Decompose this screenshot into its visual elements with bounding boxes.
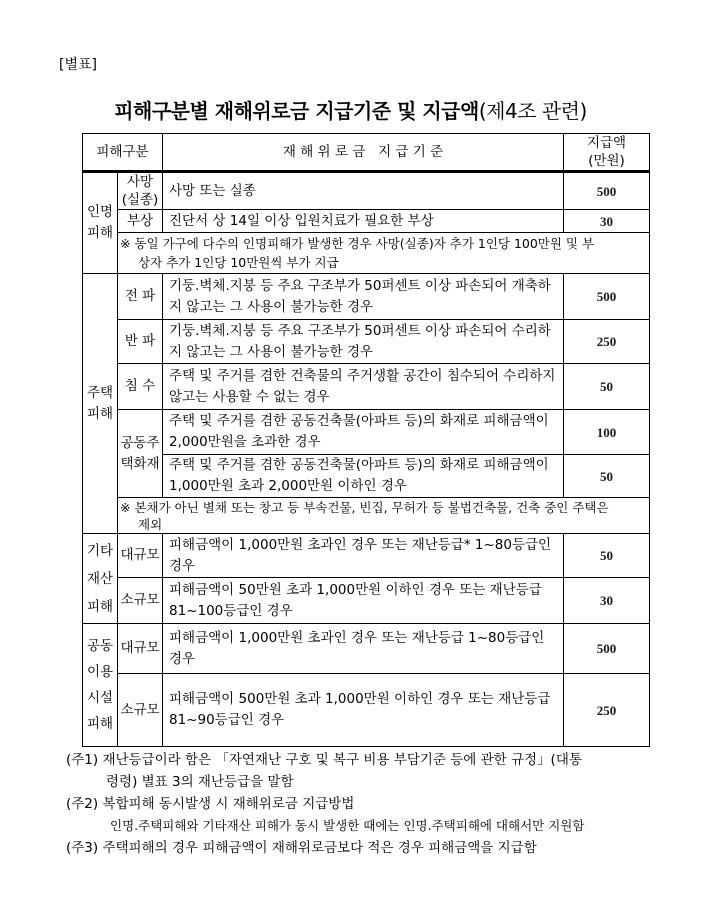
subcategory-cell: 부상: [118, 210, 163, 233]
subcategory-cell: 사망 (실종): [118, 172, 163, 210]
subcategory-cell: 공동주 택화재: [118, 410, 163, 498]
criteria-cell: 피해금액이 1,000만원 초과인 경우 또는 재난등급 1~80등급인 경우: [163, 624, 564, 674]
title-paren: (제4조 관련): [478, 99, 587, 123]
amount-cell: 250: [564, 674, 650, 747]
footnote-2: (주2) 복합피해 동시발생 시 재해위로금 지급방법: [66, 796, 355, 812]
subcategory-cell: 반 파: [118, 320, 163, 364]
criteria-cell: 진단서 상 14일 이상 입원치료가 필요한 부상: [163, 210, 564, 233]
table-row: [83, 274, 650, 320]
table-row: [83, 410, 650, 455]
criteria-cell: 피해금액이 50만원 초과 1,000만원 이하인 경우 또는 재난등급 81~100등급인 경우: [163, 578, 564, 624]
note-line: ※ 동일 가구에 다수의 인명피해가 발생한 경우 사망(실종)자 추가 1인당 100만원 및 부: [120, 236, 595, 251]
table-row: [83, 455, 650, 498]
table-header-row: [83, 134, 650, 172]
amount-cell: 50: [564, 455, 650, 498]
header-amount-line1: 지급액: [586, 135, 627, 151]
title-main: 피해구분별 재해위로금 지급기준 및 지급액: [114, 99, 479, 123]
subcategory-cell: 소규모: [118, 578, 163, 624]
criteria-cell: 주택 및 주거를 겸한 공동건축물(아파트 등)의 화재로 피해금액이 1,000만원 초과 2,000만원 이하인 경우: [163, 455, 564, 498]
amount-cell: 50: [564, 534, 650, 578]
amount-cell: 50: [564, 364, 650, 410]
note-cell: [118, 233, 650, 274]
subcategory-cell: 소규모: [118, 674, 163, 747]
table-row: [83, 674, 650, 747]
page-title: [0, 95, 701, 124]
note-line: ※ 본채가 아닌 별채 또는 창고 등 부속건물, 빈집, 무허가 등 불법건축물, 건축 중인 주택은: [120, 499, 609, 515]
category-cell: 인명 피해: [83, 172, 118, 274]
category-cell: 공동 이용 시설 피해: [83, 624, 118, 747]
subcategory-cell: 침 수: [118, 364, 163, 410]
criteria-cell: 주택 및 주거를 겸한 건축물의 주거생활 공간이 침수되어 수리하지 않고는 사용할 수 없는 경우: [163, 364, 564, 410]
table-row: [83, 534, 650, 578]
table-row: [83, 578, 650, 624]
amount-cell: 250: [564, 320, 650, 364]
header-category: 피해구분: [83, 134, 163, 172]
subcategory-cell: 전 파: [118, 274, 163, 320]
amount-cell: 30: [564, 210, 650, 233]
subcategory-cell: 대규모: [118, 624, 163, 674]
criteria-cell: 피해금액이 500만원 초과 1,000만원 이하인 경우 또는 재난등급 81~90등급인 경우: [163, 674, 564, 747]
table-row: [83, 624, 650, 674]
table-row: [83, 210, 650, 233]
table-row: [83, 172, 650, 210]
footnote-1-cont: 령령) 별표 3의 재난등급을 말함: [106, 774, 294, 790]
note-line: 제외: [138, 516, 163, 532]
amount-cell: 30: [564, 578, 650, 624]
note-cell: [118, 498, 650, 534]
criteria-cell: 피해금액이 1,000만원 초과인 경우 또는 재난등급* 1~80등급인 경우: [163, 534, 564, 578]
header-amount-line2: (만원): [588, 153, 625, 169]
footnote-2-cont: 인명.주택피해와 기타재산 피해가 동시 발생한 때에는 인명.주택피해에 대해서만 지원함: [110, 818, 585, 833]
footnote-1: (주1) 재난등급이라 함은 「자연재난 구호 및 복구 비용 부담기준 등에 관한 규정」(대통: [66, 752, 582, 768]
amount-cell: 500: [564, 172, 650, 210]
annex-label: [별표]: [59, 57, 97, 73]
table-row: [83, 364, 650, 410]
header-criteria: [163, 134, 564, 172]
note-line: 상자 추가 1인당 10만원씩 부가 지급: [138, 255, 339, 270]
header-criteria-text: 재 해 위 로 금 지 급 기 준: [282, 143, 444, 160]
criteria-cell: 주택 및 주거를 겸한 공동건축물(아파트 등)의 화재로 피해금액이 2,000만원을 초과한 경우: [163, 410, 564, 455]
category-cell: 주택 피해: [83, 274, 118, 534]
category-cell: 기타 재산 피해: [83, 534, 118, 624]
amount-cell: 500: [564, 624, 650, 674]
note-row: [83, 498, 650, 534]
footnotes: [66, 749, 584, 859]
criteria-cell: 기둥.벽체.지붕 등 주요 구조부가 50퍼센트 이상 파손되어 개축하지 않고는 그 사용이 불가능한 경우: [163, 274, 564, 320]
footnote-3: (주3) 주택피해의 경우 피해금액이 재해위로금보다 적은 경우 피해금액을 지급함: [66, 840, 537, 856]
criteria-cell: 사망 또는 실종: [163, 172, 564, 210]
header-amount: [564, 134, 650, 172]
table-row: [83, 320, 650, 364]
amount-cell: 100: [564, 410, 650, 455]
note-row: [83, 233, 650, 274]
amount-cell: 500: [564, 274, 650, 320]
compensation-table: [82, 133, 650, 747]
subcategory-cell: 대규모: [118, 534, 163, 578]
criteria-cell: 기둥.벽체.지붕 등 주요 구조부가 50퍼센트 이상 파손되어 수리하지 않고는 그 사용이 불가능한 경우: [163, 320, 564, 364]
